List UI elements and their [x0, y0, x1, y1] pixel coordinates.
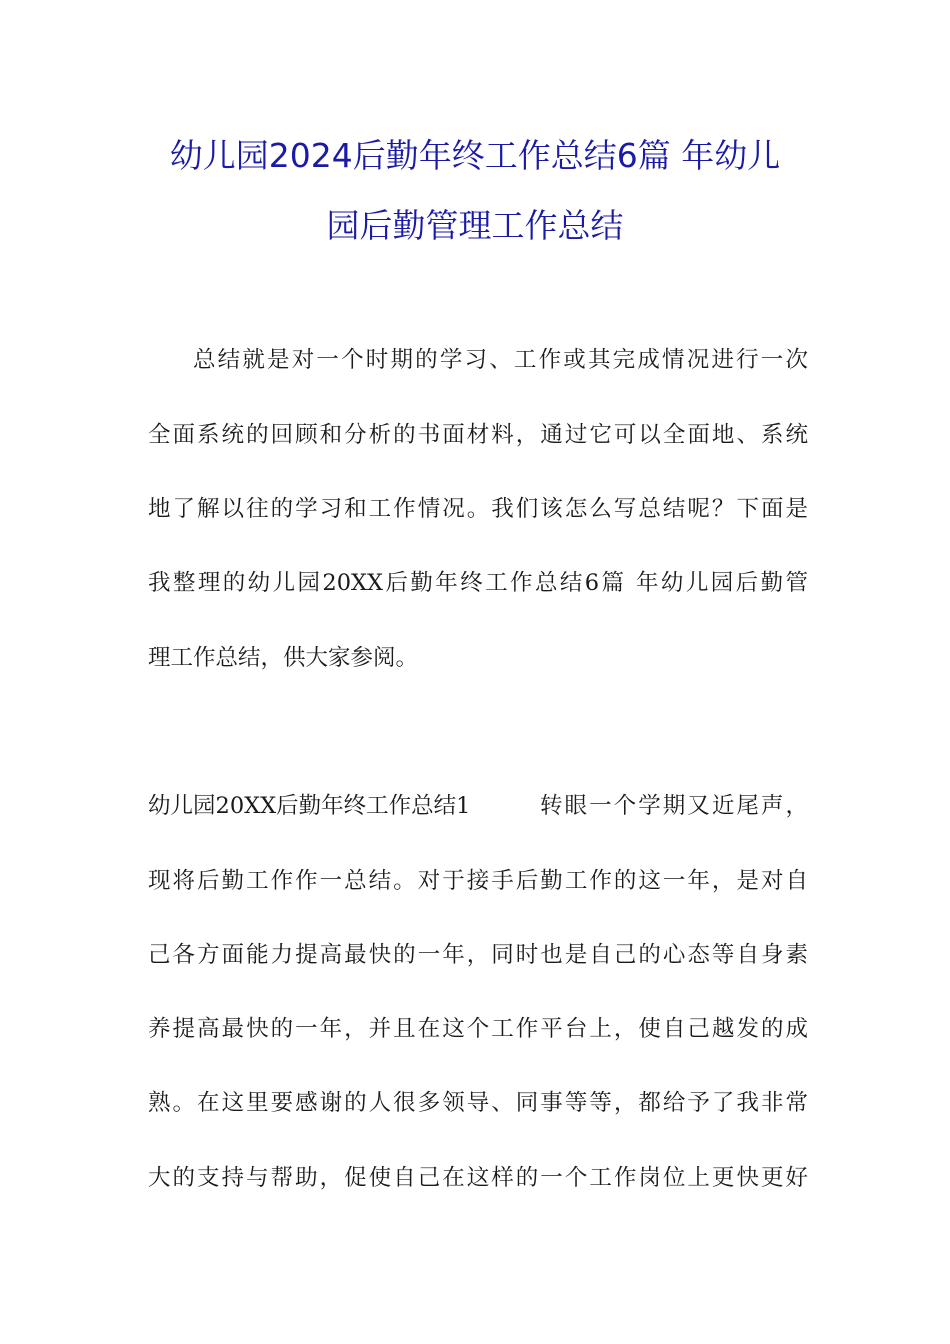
- intro-line-2: 全面系统的回顾和分析的书面材料，通过它可以全面地、系统: [148, 422, 808, 448]
- section-1-first-row: [148, 786, 808, 826]
- section-1-first-line-text: 转眼一个学期又近尾声，: [540, 793, 808, 819]
- document-title-line-2: 园后勤管理工作总结: [326, 206, 624, 245]
- intro-line-3: 地了解以往的学习和工作情况。我们该怎么写总结呢？下面是: [148, 496, 808, 522]
- section-1-line-3: 己各方面能力提高最快的一年，同时也是自己的心态等自身素: [148, 942, 808, 968]
- section-1-line-5: 熟。在这里要感谢的人很多领导、同事等等，都给予了我非常: [148, 1090, 808, 1116]
- section-1-line-6: 大的支持与帮助，促使自己在这样的一个工作岗位上更快更好: [148, 1165, 808, 1191]
- section-1-line-2: 现将后勤工作作一总结。对于接手后勤工作的这一年，是对自: [148, 868, 808, 894]
- document-title-line-1: 幼儿园2024后勤年终工作总结6篇 年幼儿: [169, 136, 781, 175]
- section-1-line-4: 养提高最快的一年，并且在这个工作平台上，使自己越发的成: [148, 1016, 808, 1042]
- intro-line-4: 我整理的幼儿园20XX后勤年终工作总结6篇 年幼儿园后勤管: [148, 570, 808, 596]
- intro-line-1: 总结就是对一个时期的学习、工作或其完成情况进行一次: [193, 347, 808, 373]
- intro-line-5: 理工作总结，供大家参阅。: [148, 645, 419, 671]
- section-1-heading: 幼儿园20XX后勤年终工作总结1: [148, 793, 471, 819]
